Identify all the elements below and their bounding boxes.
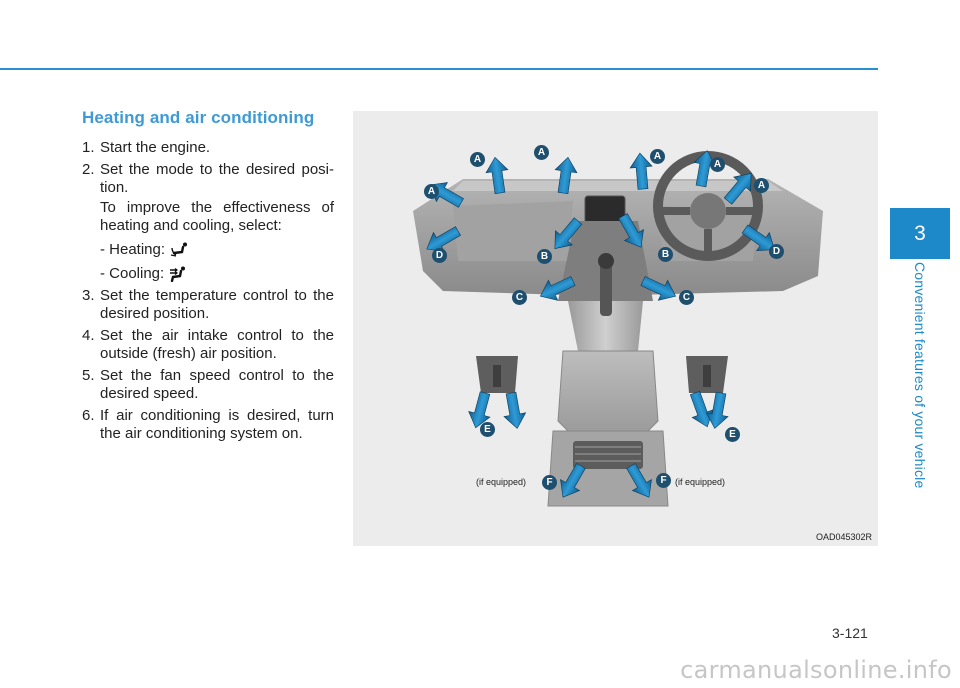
chapter-title: Convenient features of your vehicle: [912, 262, 928, 489]
step-number: 4.: [82, 327, 95, 344]
label-c-2: C: [679, 290, 694, 305]
armrest: [558, 351, 658, 431]
label-b-2: B: [658, 247, 673, 262]
mode-note: To improve the effectiveness of heating and cooling, select:: [100, 199, 334, 234]
if-equipped-left: (if equipped): [476, 477, 527, 487]
step-number: 6.: [82, 407, 95, 424]
label-e-2: E: [725, 427, 740, 442]
face-mode-icon: [168, 266, 188, 282]
step-1: [82, 139, 334, 157]
figure-code: OAD045302R: [815, 532, 872, 542]
infotainment-screen: [585, 196, 625, 224]
left-dash-panel: [453, 201, 573, 261]
step-text: Set the mode to the desired posi-tion.: [100, 161, 334, 196]
step-text: Set the air intake control to the outside (fresh) air position.: [100, 327, 334, 362]
dashboard-illustration: [353, 111, 878, 546]
label-a-1: A: [424, 184, 439, 199]
page-number: 3-121: [832, 625, 868, 641]
step-6: [82, 407, 334, 443]
heating-option: [82, 241, 334, 259]
label-a-5: A: [710, 157, 725, 172]
step-4: [82, 327, 334, 363]
step-number: 3.: [82, 287, 95, 304]
step-2: [82, 161, 334, 197]
label-f-1: F: [542, 475, 557, 490]
label-a-2: A: [470, 152, 485, 167]
label-f-2: F: [656, 473, 671, 488]
gear-shifter: [600, 261, 612, 316]
step-5: [82, 367, 334, 403]
label-c-1: C: [512, 290, 527, 305]
if-equipped-right: (if equipped): [675, 477, 726, 487]
label-a-3: A: [534, 145, 549, 160]
label-d-2: D: [769, 244, 784, 259]
label-a-6: A: [754, 178, 769, 193]
cooling-option: [82, 265, 334, 283]
cooling-label: - Cooling:: [100, 265, 165, 282]
chapter-number-tab: 3: [890, 208, 950, 259]
section-title: Heating and air conditioning: [82, 108, 315, 127]
step-text: Start the engine.: [100, 139, 211, 156]
heating-label: - Heating:: [100, 241, 166, 258]
label-d-1: D: [432, 248, 447, 263]
airflow-figure: [353, 111, 878, 546]
step-number: 2.: [82, 161, 95, 178]
step-number: 5.: [82, 367, 95, 384]
top-rule: [0, 68, 878, 70]
step-text: If air conditioning is desired, turn the air conditioning system on.: [100, 407, 334, 442]
label-a-4: A: [650, 149, 665, 164]
steps-list: [82, 139, 334, 443]
floor-mode-icon: [169, 242, 189, 258]
step-number: 1.: [82, 139, 95, 156]
label-b-1: B: [537, 249, 552, 264]
watermark: carmanualsonline.info: [680, 656, 952, 684]
label-e-1: E: [480, 422, 495, 437]
step-3: [82, 287, 334, 323]
step-text: Set the fan speed control to the desired speed.: [100, 367, 334, 402]
step-text: Set the temperature control to the desired position.: [100, 287, 334, 322]
